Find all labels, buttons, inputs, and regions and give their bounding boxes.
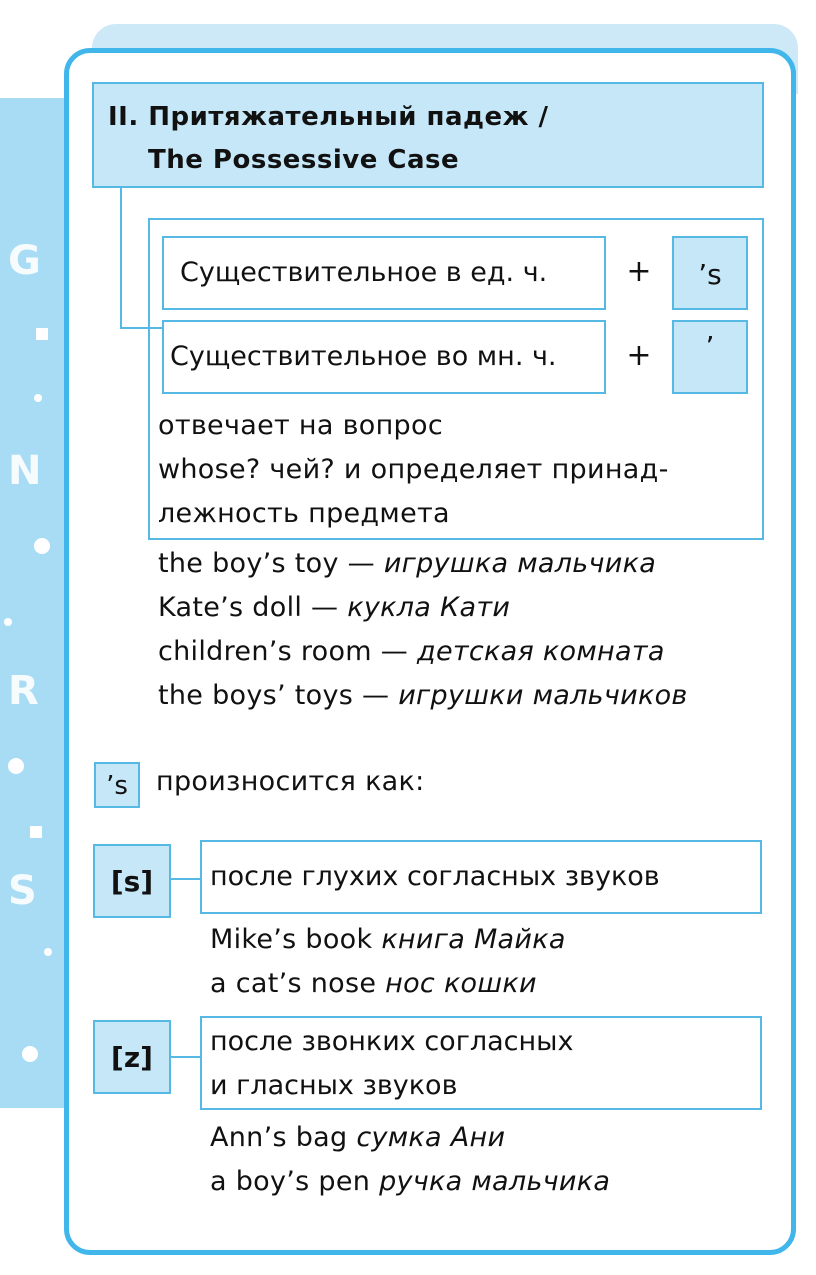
example-russian: игрушки мальчиков xyxy=(398,680,688,711)
section-heading xyxy=(92,82,764,188)
strip-letter: G xyxy=(8,238,41,284)
example-english: Ann’s bag xyxy=(210,1122,348,1153)
explanation-line-3: лежность предмета xyxy=(158,498,450,529)
connector-horizontal xyxy=(171,878,201,880)
sound-s-rule: после глухих согласных звуков xyxy=(200,840,762,914)
example-dash: — xyxy=(302,592,348,623)
strip-letter: R xyxy=(8,668,39,714)
plus-sign: + xyxy=(626,338,652,373)
example-russian: кукла Кати xyxy=(347,592,511,623)
example-russian: детская комната xyxy=(417,636,665,667)
example-line xyxy=(210,924,566,955)
example-line xyxy=(158,548,656,579)
strip-dot xyxy=(34,394,42,402)
singular-noun-box: Существительное в ед. ч. xyxy=(162,236,606,310)
singular-ending-box: ’s xyxy=(672,236,748,310)
example-english: the boy’s toy xyxy=(158,548,339,579)
example-dash: — xyxy=(338,548,384,579)
example-russian: сумка Ани xyxy=(356,1122,506,1153)
connector-horizontal xyxy=(171,1056,201,1058)
example-russian: нос кошки xyxy=(385,968,537,999)
sound-z-rule xyxy=(200,1016,762,1110)
plural-noun-box: Существительное во мн. ч. xyxy=(162,320,606,394)
sound-z-box: [z] xyxy=(93,1020,171,1094)
example-english: the boys’ toys xyxy=(158,680,354,711)
example-line xyxy=(210,1122,505,1153)
example-dash: — xyxy=(371,636,417,667)
strip-letter: N xyxy=(8,448,42,494)
strip-dot xyxy=(34,538,50,554)
strip-square xyxy=(30,826,42,838)
example-line xyxy=(210,968,537,999)
explanation-line-2: whose? чей? и определяет принад- xyxy=(158,454,669,485)
strip-square xyxy=(36,328,48,340)
strip-dot xyxy=(8,758,24,774)
example-russian: игрушка мальчика xyxy=(383,548,657,579)
heading-line-1: II. Притяжательный падеж / xyxy=(108,102,549,132)
decorative-side-strip xyxy=(0,98,70,1108)
example-russian: книга Майка xyxy=(381,924,566,955)
example-russian: ручка мальчика xyxy=(379,1166,611,1197)
example-english: a boy’s pen xyxy=(210,1166,371,1197)
example-english: Mike’s book xyxy=(210,924,373,955)
sound-z-rule-line-1: после звонких согласных xyxy=(210,1026,574,1057)
sound-z-rule-line-2: и гласных звуков xyxy=(210,1070,458,1101)
plural-ending-box: ’ xyxy=(672,320,748,394)
heading-line-2: The Possessive Case xyxy=(148,145,460,175)
s-ending-badge: ’s xyxy=(94,762,140,808)
connector-vertical xyxy=(120,188,122,328)
strip-dot xyxy=(4,618,12,626)
plus-sign: + xyxy=(626,254,652,289)
example-english: children’s room xyxy=(158,636,372,667)
example-english: Kate’s doll xyxy=(158,592,303,623)
strip-letter: S xyxy=(8,868,37,914)
sound-s-box: [s] xyxy=(93,844,171,918)
example-dash: — xyxy=(353,680,399,711)
pronunciation-intro: произносится как: xyxy=(156,766,425,797)
strip-dot xyxy=(44,948,52,956)
example-line xyxy=(210,1166,610,1197)
explanation-line-1: отвечает на вопрос xyxy=(158,410,443,441)
example-line xyxy=(158,680,688,711)
example-english: a cat’s nose xyxy=(210,968,377,999)
strip-dot xyxy=(22,1046,38,1062)
example-line xyxy=(158,636,665,667)
example-line xyxy=(158,592,510,623)
